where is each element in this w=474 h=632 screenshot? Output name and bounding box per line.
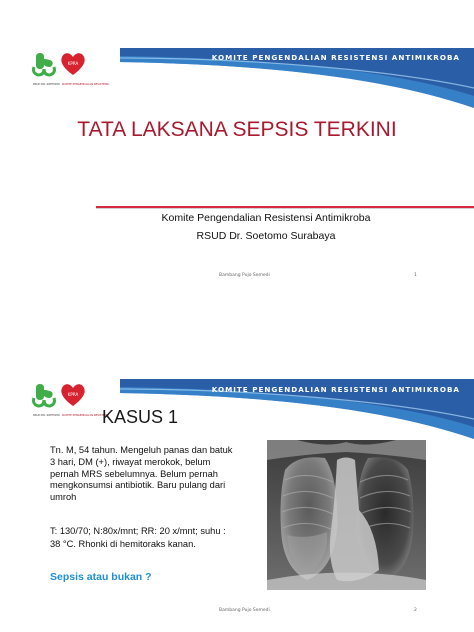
vitals-line: 38 °C. Rhonki di hemitoraks kanan. [50, 538, 196, 549]
case-question: Sepsis atau bukan ? [50, 571, 152, 583]
hospital-logo-icon [30, 51, 58, 87]
case-line: 3 hari, DM (+), riwayat merokok, belum [50, 456, 211, 467]
page-number: 1 [414, 273, 417, 278]
chest-xray-image [267, 440, 426, 590]
slide-title: TATA LAKSANA SEPSIS TERKINI [77, 118, 397, 141]
footer-author: Bambang Pujo Semedi [219, 608, 270, 613]
committee-logo-caption: KOMITE PENGENDALIAN RESISTENSI [62, 414, 109, 417]
svg-text:KPRA: KPRA [67, 61, 79, 66]
vitals-line: T: 130/70; N:80x/mnt; RR: 20 x/mnt; suhu : [50, 526, 226, 536]
vital-signs [50, 525, 270, 550]
case-line: umroh [50, 492, 77, 503]
banner-text: KOMITE PENGENDALIAN RESISTENSI ANTIMIKROBA [211, 53, 460, 62]
org-name-line: Komite Pengendalian Resistensi Antimikroba [161, 212, 371, 224]
case-line: Tn. M, 54 tahun. Mengeluh panas dan batuk [50, 445, 233, 455]
hospital-logo-caption: RSUD DR. SOETOMO [33, 414, 60, 417]
case-description [50, 445, 265, 504]
case-line: pernah MRS sebelumnya. Belum pernah [50, 468, 218, 479]
committee-logo-caption: KOMITE PENGENDALIAN RESISTENSI [62, 83, 109, 86]
committee-heart-logo-icon [58, 380, 88, 414]
case-heading: KASUS 1 [102, 407, 179, 427]
page-number: 2 [414, 608, 417, 613]
slide-2 [0, 316, 474, 632]
hospital-logo-icon [30, 382, 58, 418]
footer-author: Bambang Pujo Semedi [219, 273, 270, 278]
title-divider-gray [96, 208, 474, 209]
svg-text:KPRA: KPRA [67, 392, 79, 397]
banner-text: KOMITE PENGENDALIAN RESISTENSI ANTIMIKROBA [211, 385, 460, 394]
case-line: mengkonsumsi antibiotik. Baru pulang dari [50, 480, 226, 491]
hospital-name-line: RSUD Dr. Soetomo Surabaya [196, 230, 336, 242]
committee-heart-logo-icon [58, 49, 88, 83]
hospital-logo-caption: RSUD DR. SOETOMO [33, 83, 60, 86]
